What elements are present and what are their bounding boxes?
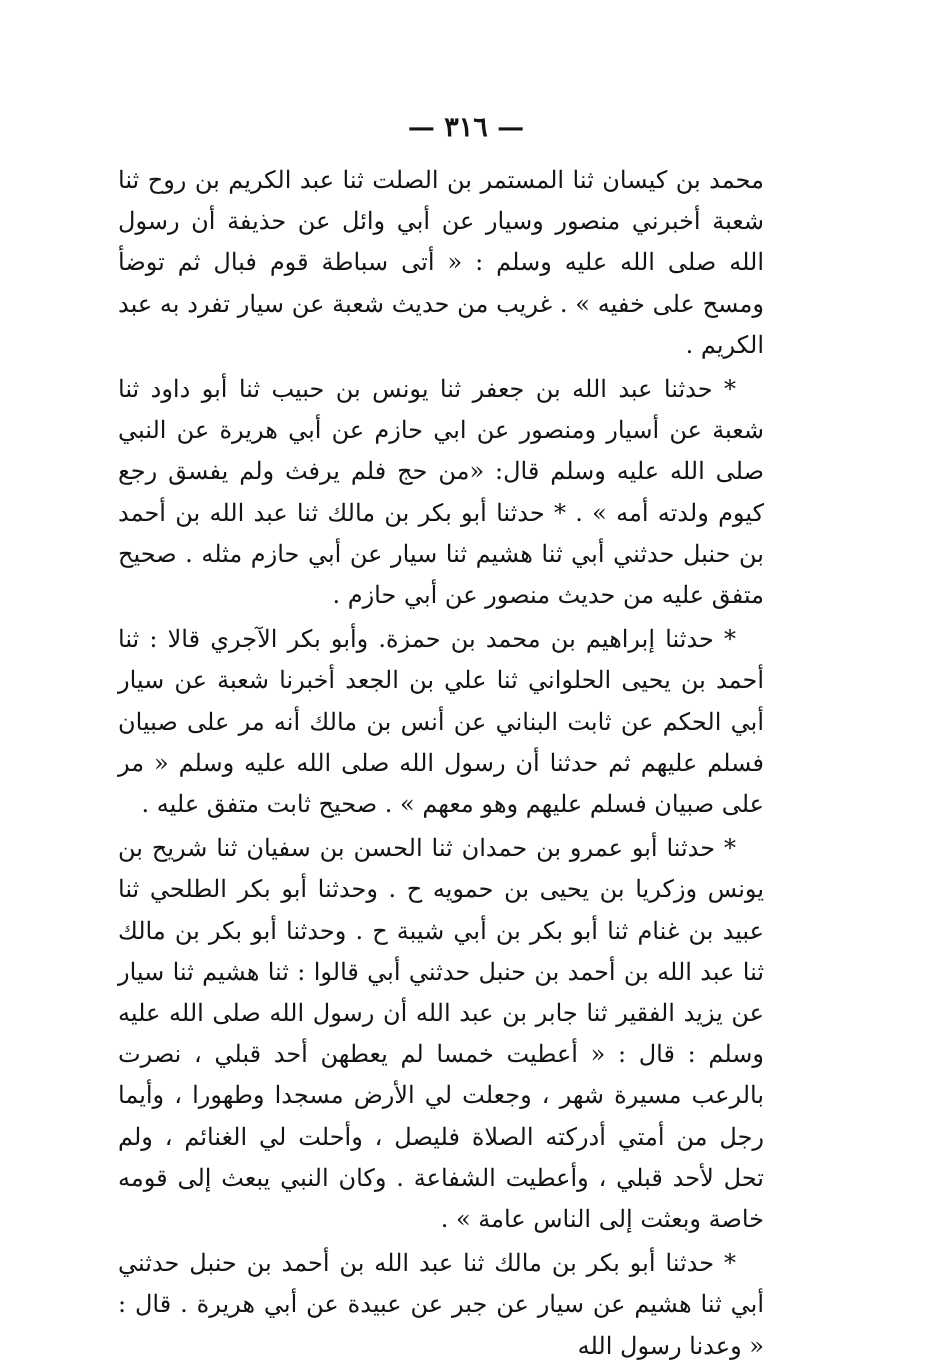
- paragraph-5: * حدثنا أبو بكر بن مالك ثنا عبد الله بن أحمد بن حنبل حدثني أبي ثنا هشيم عن سيار عن جبر عن عبيدة عن أبي هريرة . قال : « وعدنا رسول الله: [118, 1249, 764, 1360]
- paragraph-3: * حدثنا إبراهيم بن محمد بن حمزة. وأبو بكر الآجري قالا : ثنا أحمد بن يحيى الحلواني ثنا علي بن الجعد أخبرنا شعبة عن سيار أبي الحكم عن ثابت البناني عن أنس بن مالك أنه مر على صبيان فسلم عليهم ثم حدثنا أن رسول الله صلى الله عليه وسلم « مر على صبيان فسلم عليهم وهو معهم » . صحيح ثابت متفق عليه .: [118, 625, 764, 819]
- page-number: — ٣١٦ —: [407, 112, 525, 143]
- page-body: [118, 160, 764, 1367]
- paragraph-4: * حدثنا أبو عمرو بن حمدان ثنا الحسن بن سفيان ثنا شريح بن يونس وزكريا بن يحيى بن حمويه ح . وحدثنا أبو بكر الطلحي ثنا عبيد بن غنام ثنا أبو بكر بن أبي شيبة ح . وحدثنا أبو بكر بن مالك ثنا عبد الله بن أحمد بن حنبل حدثني أبي قالوا : ثنا هشيم ثنا سيار عن يزيد الفقير ثنا جابر بن عبد الله أن رسول الله صلى الله عليه وسلم : قال : « أعطيت خمسا لم يعطهن أحد قبلي ، نصرت بالرعب مسيرة شهر ، وجعلت لي الأرض مسجدا وطهورا ، وأيما رجل من أمتي أدركته الصلاة فليصل ، وأحلت لي الغنائم ، ولم تحل لأحد قبلي ، وأعطيت الشفاعة . وكان النبي يبعث إلى قومه خاصة وبعثت إلى الناس عامة » .: [118, 834, 765, 1234]
- paragraph-1: محمد بن كيسان ثنا المستمر بن الصلت ثنا عبد الكريم بن روح ثنا شعبة أخبرني منصور وسيار عن أبي وائل عن حذيفة أن رسول الله صلى الله عليه وسلم : « أتى سباطة قوم فبال ثم توضأ ومسح على خفيه » . غريب من حديث شعبة عن سيار تفرد به عبد الكريم .: [118, 166, 764, 359]
- paragraph-2: * حدثنا عبد الله بن جعفر ثنا يونس بن حبيب ثنا أبو داود ثنا شعبة عن أسيار ومنصور عن ابي حازم عن أبي هريرة عن النبي صلى الله عليه وسلم قال: «من حج فلم يرفث ولم يفسق رجع كيوم ولدته أمه » . * حدثنا أبو بكر بن مالك ثنا عبد الله بن أحمد بن حنبل حدثني أبي ثنا هشيم ثنا سيار عن أبي حازم مثله . صحيح متفق عليه من حديث منصور عن أبي حازم .: [118, 375, 764, 610]
